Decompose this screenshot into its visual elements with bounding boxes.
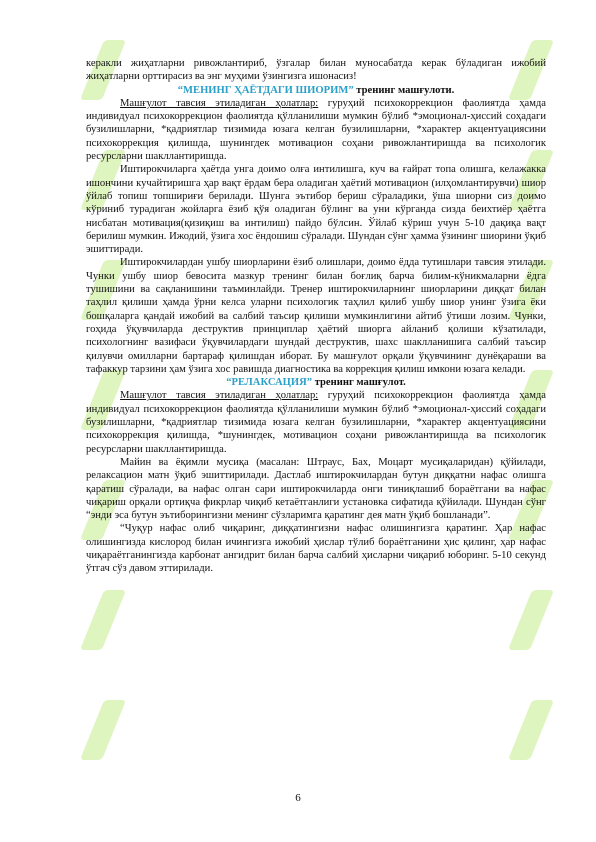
page-number: 6 — [295, 792, 301, 804]
section1-goal-paragraph — [86, 97, 546, 163]
section1-paragraph-3: Иштирокчилардан ушбу шиорларини ёзиб олишлари, доимо ёдда тутишлари тавсия этилади. Чунки ушбу шиор бевосита мазкур тренинг билан боғлиқ барча билим-кўникмаларни ёдга тушишини ва сақланишини таъминлайди. Тренер иштирокчиларнинг шиорларини диққат билан таҳлил қилиши ҳамда ўрни келса уларни психологик таҳлил қилиб ушбу шиор унинг ўзига ёки бошқаларга қандай ижобий ва салбий таъсир қилиши мумкинлигини айтиб ўтиши лозим. Чунки, гоҳида ўқувчиларда деструктив принциплар ҳаётий шиорга айланиб қолиши кўзатилади, психологнинг вазифаси ўқувчилардаги шундай деструктив, шахс шаклланишига салбий таъсир қилувчи омилларни бартараф қилишдан иборат. Бу машғулот орқали ўқувчининг дунёқараши ва тафаккур тарзини ҳам ўзига хос равишда диагностика ва коррекция қилиш имкони юзага келади. — [86, 257, 546, 375]
section2-title-accent: “РЕЛАКСАЦИЯ” — [226, 377, 313, 389]
section1-title-rest: тренинг машғулоти. — [353, 84, 455, 96]
section1-title-accent: “МЕНИНГ ҲАЁТДАГИ ШИОРИМ” — [177, 84, 354, 96]
document-body — [86, 57, 546, 576]
section2-goal-text: гуруҳий психокоррекцион фаолиятда ҳамда индивидуал психокоррекцион фаолиятда қўлланилиши мумкин бўлиб *эмоционал-ҳиссий соҳадаги бузилишларни, *қадриятлар тизимида юзага келган бузилишларни, *характер акцентуациясини психокоррекция қилишда, *шунингдек, мотивацион соҳани ривожлантиришда ва психологик ресурсларни шакллантиришда. — [86, 390, 546, 455]
section1-paragraph-2: Иштирокчиларга ҳаётда унга доимо олға интилишга, куч ва ғайрат топа олишга, келажакка ишончини кучайтиришга ҳар вақт ёрдам бера оладиган ҳаётий мотивацион (илҳомлантирувчи) шиор ўйлаб топиш топшириғи берилади. Шунга эътибор бериш сўраладики, ўша шиорни сиз доимо кўриниб турадиган жойларга ёзиб қўя оладиган бўлинг ва уни кўрганда сизда беихтиёр ҳаётга нисбатан мотивация(қизиқиш ва интилиш) пайдо бўлсин. Ўйлаб кўриш учун 5-10 дақиқа вақт берилиш мумкин. Ижодий, ўзига хос ёндошиш сўралади. Шундан сўнг ҳамма ўзининг шиорини ўқиб эшиттиради. — [86, 164, 546, 256]
section2-paragraph-2: Майин ва ёқимли мусиқа (масалан: Штраус, Бах, Моцарт мусиқаларидан) қўйилади, релаксацион матн ўқиб эшиттирилади. Дастлаб иштирокчилардан бутун диққатни нафас олишга қаратиш сўралади, ва нафас олган сари иштирокчиларда онги тиниқлашиб бораётгани ва нафас чиқариш орқали ортиқча фикрлар чиқиб кетаётганлиги установка сифатида қўйилади. Шундан сўнг “энди эса бутун эътиборингизни менинг сўзларимга қаратинг дея матн ўқиб бошланади”. — [86, 456, 546, 522]
section2-title-rest: тренинг машғулот. — [312, 377, 406, 389]
section2-goal-label: Машғулот тавсия этиладиган ҳолатлар: — [120, 390, 319, 402]
section1-goal-text: гуруҳий психокоррекцион фаолиятда ҳамда индивидуал психокоррекцион фаолиятда қўлланилиши мумкин бўлиб *эмоционал-ҳиссий соҳадаги бузилишларни, *қадриятлар тизимида юзага келган бузилишларни, *характер акцентуациясини психокоррекция қилишда, шунингдек мотивацион соҳани ривожлантиришда ва психологик ресурсларни шакллантиришда. — [86, 97, 546, 163]
section1-heading — [86, 84, 546, 97]
section1-goal-label: Машғулот тавсия этиладиган ҳолатлар: — [120, 97, 319, 109]
intro-paragraph: керакли жиҳатларни ривожлантириб, ўзгалар билан муносабатда керак бўладиган ижобий жиҳатларни орттирасиз ва энг муҳими ўзингизга ишонасиз! — [86, 58, 546, 83]
section2-heading — [86, 376, 546, 389]
section2-goal-paragraph — [86, 389, 546, 455]
section2-paragraph-3: “Чуқур нафас олиб чиқаринг, диққатингизни нафас олишингизга қаратинг. Ҳар нафас олишингизда кислород билан ичингизга ижобий ҳислар тўлиб бораётганини ҳис қилинг, ҳар нафас чиқараётганингизда карбонат ангидрит билан барча салбий ҳисларни чиқариб юборинг. 5-10 секунд ўтгач сўз давом эттирилади. — [86, 523, 546, 575]
